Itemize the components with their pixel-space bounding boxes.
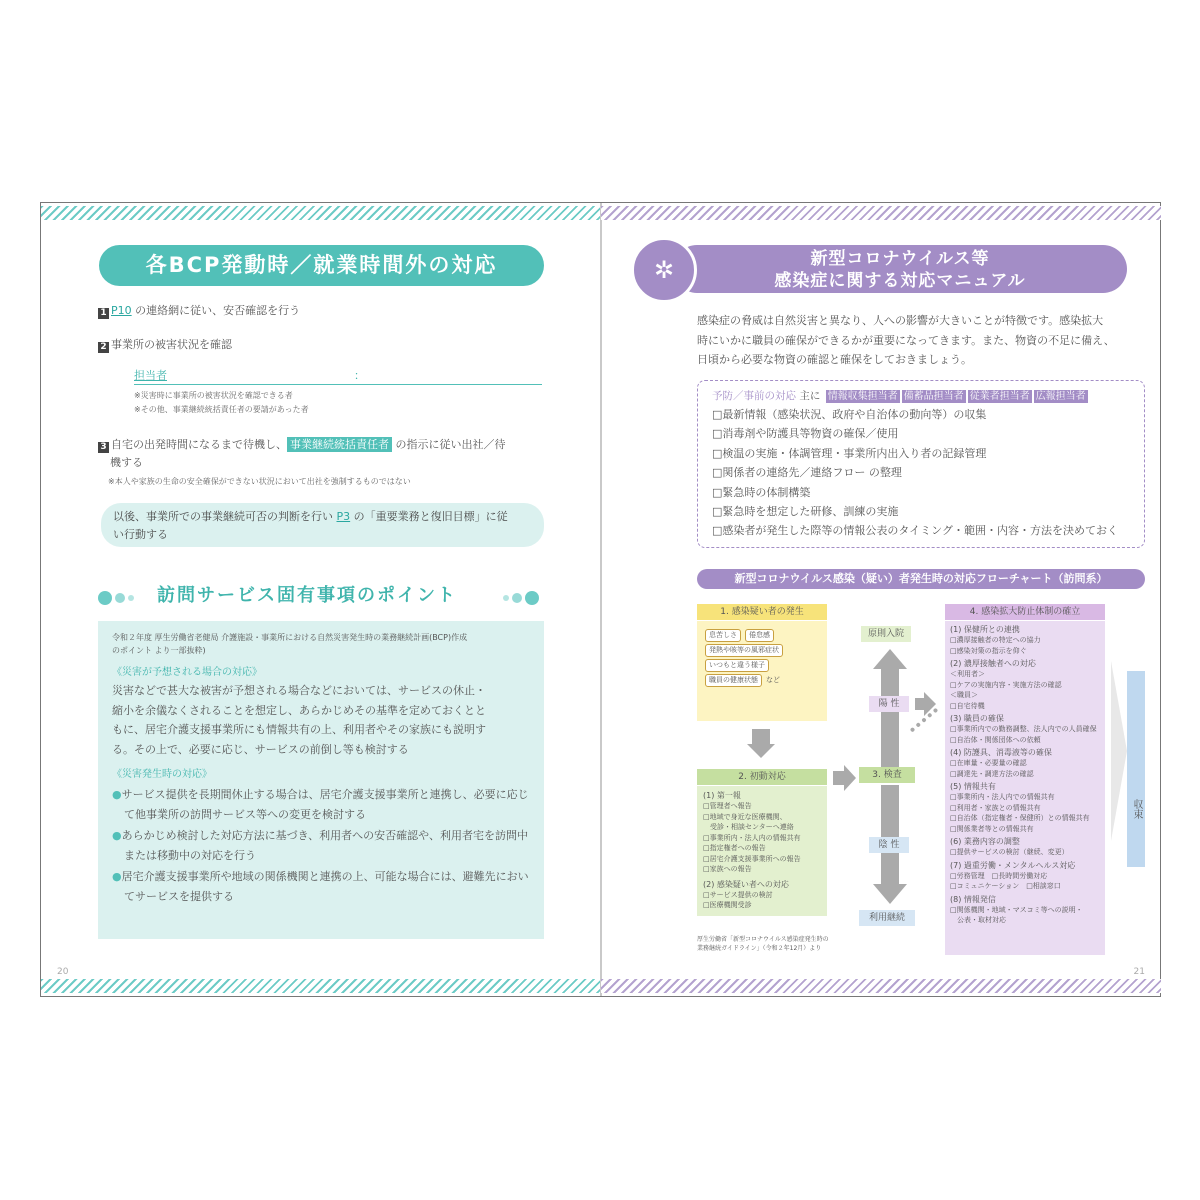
convergence-label: 収束: [1127, 671, 1145, 867]
role-tag: 情報収集担当者: [827, 391, 898, 402]
booklet-spread: [40, 202, 1161, 997]
next-action-pill: 以後、事業所での事業継続可否の判断を行い P3 の「重要業務と復旧目標」に従 い行動する: [101, 503, 544, 547]
dot-icon: [503, 595, 509, 601]
flowchart-title: 新型コロナウイルス感染（疑い）者発生時の対応フローチャート（訪問系）: [697, 569, 1145, 589]
checklist-item: □関係者の連絡先／連絡フロー の整理: [712, 466, 902, 480]
checklist-item: □緊急時を想定した研修、訓練の実施: [712, 505, 899, 519]
checklist-item: □感染者が発生した際等の情報公表のタイミング・範囲・内容・方法を決めておく: [712, 524, 1118, 538]
test-label: 3. 検査: [859, 767, 915, 783]
role-tag: 備蓄品担当者: [903, 391, 964, 402]
note-2: ※その他、事業継続統括責任者の要請があった者: [134, 405, 309, 414]
p3-link[interactable]: P3: [336, 510, 351, 523]
dot-icon: [98, 591, 112, 605]
top-stripe: [41, 206, 600, 220]
right-page: [601, 203, 1161, 996]
step-1-symptoms: 息苦しさ 倦怠感 発熱や咳等の風邪症状 いつもと違う様子 職員の健康状態 など: [697, 621, 827, 721]
page-number: 20: [57, 967, 69, 977]
subheading-expected: 《災害が予想される場合の対応》: [112, 667, 262, 678]
dots-left: [98, 587, 137, 601]
flow-source: 厚生労働省「新型コロナウイルス感染症発生時の 業務継続ガイドライン」（令和２年12月）より: [697, 936, 829, 952]
vertical-connector: [881, 668, 899, 768]
virus-gear-icon: ✲: [631, 237, 697, 303]
dots-right: [503, 587, 542, 601]
note-1: ※災害時に事業所の被害状況を確認できる者: [134, 391, 293, 400]
step-2-header: 2. 初動対応: [697, 769, 827, 785]
continue-use-label: 利用継続: [859, 910, 915, 926]
step-2: 2 事業所の被害状況を確認: [98, 336, 232, 354]
flowchart: [697, 601, 1145, 961]
top-stripe: [601, 206, 1161, 220]
dot-icon: [512, 593, 522, 603]
page-number: 21: [1133, 967, 1145, 977]
arrow-down-icon: [752, 729, 770, 745]
left-page: [41, 203, 600, 996]
step-1-header: 1. 感染疑い者の発生: [697, 604, 827, 620]
chevron-right-icon: [1111, 661, 1127, 841]
manual-title: 新型コロナウイルス等 感染症に関する対応マニュアル: [673, 245, 1127, 293]
negative-label: 陰 性: [869, 837, 909, 853]
dot-icon: [525, 591, 539, 605]
checklist-item: □最新情報（感染状況、政府や自治体の動向等）の収集: [712, 408, 987, 421]
role-tag: 広報担当者: [1035, 391, 1086, 402]
dot-icon: [128, 595, 134, 601]
bullet-item: ● 居宅介護支援事業所や地域の関係機関と連携の上、可能な場合には、避難先においてサービスを提供する: [112, 867, 530, 906]
hospitalization-label: 原則入院: [861, 626, 911, 642]
bottom-stripe: [41, 979, 600, 993]
step-1: 1 P10 の連絡網に従い、安否確認を行う: [98, 302, 300, 320]
page-title: 各BCP発動時／就業時間外の対応: [99, 245, 544, 286]
arrow-down-icon: [873, 884, 907, 904]
step-4-content: (1) 保健所との連携 □濃厚接触者の特定への協力 □感染対策の指示を仰ぐ (2) 濃厚接触者への対応 ＜利用者＞ □ケアの実施内容・実施方法の確認 ＜職員＞ □自宅待機 (3) 職員の確保 □事業所内での勤務調整、法人内での人員確保 □自治体・関係団体への依頼 (4) 防護具、消毒液等の確保 □在庫量・必要量の確認 □調達先・調達方法の確認 (5) 情報共有 □事業所内・法人内での情報共有 □利用者・家族との情報共有 □自治体（指定権者・保健所）との情報共有 □関係業者等との情報共有 (6) 業務内容の調整 □提供サービスの検討（継続、変更） (7) 過重労働・メンタルヘルス対応 □労務管理 □長時間労働対応 □コミュニケーション □相談窓口 (8) 情報発信 □関係機関・地域・マスコミ等への説明・ 公表・取材対応: [945, 621, 1105, 955]
checklist-item: □緊急時の体制構築: [712, 485, 811, 499]
dot-icon: [115, 593, 125, 603]
visit-service-box: 令和２年度 厚生労働省老健局 介護施設・事業所における自然災害発生時の業務継続計画(BCP)作成 のポイント より一部抜粋) 《災害が予想される場合の対応》 災害などで甚大な被害が予想される場合などにおいては、サービスの休止・ 縮小を余儀なくされることを想定し、あらかじめその基準を定めておくとと もに、居宅介護支援事業所にも情報共有の上、利用者やその家族にも説明す る。その上で、必要に応じ、サービスの前倒し等も検討する 《災害発生時の対応》 ● サービス提供を長期間休止する場合は、居宅介護支援事業所と連携し、必要に応じて他事業所の訪問サービス等への変更を検討する ● あらかじめ検討した対応方法に基づき、利用者への安否確認や、利用者宅を訪問中または移動中の対応を行う ● 居宅介護支援事業所や地域の関係機関と連携の上、可能な場合には、避難先においてサービスを提供する: [98, 621, 544, 939]
step-2-content: (1) 第一報 □管理者へ報告 □地域で身近な医療機関、 受診・相談センターへ連絡 □事業所内・法人内の情報共有 □指定権者への報告 □居宅介護支援事業所への報告 □家族への報告 (2) 感染疑い者への対応 □サービス提供の検討 □医療機関受診: [697, 786, 827, 916]
checklist-item: □検温の実施・体調管理・事業所内出入り者の記録管理: [712, 446, 987, 460]
subheading-occurrence: 《災害発生時の対応》: [112, 769, 212, 780]
bullet-item: ● サービス提供を長期間休止する場合は、居宅介護支援事業所と連携し、必要に応じて他事業所の訪問サービス等への変更を検討する: [112, 785, 530, 824]
arrow-head-icon: [747, 744, 775, 758]
responsible-field: 担当者 ：: [134, 368, 542, 385]
step-3: 3 自宅の出発時間になるまで待機し、 事業継続統括責任者 の指示に従い出社／待 機する: [98, 436, 548, 472]
bullet-item: ● あらかじめ検討した対応方法に基づき、利用者への安否確認や、利用者宅を訪問中または移動中の対応を行う: [112, 826, 530, 865]
section-title: 訪問サービス固有事項のポイント: [157, 585, 457, 606]
step-4-header: 4. 感染拡大防止体制の確立: [945, 604, 1105, 620]
prevention-box: 予防／事前の対応 主に 情報収集担当者 備蓄品担当者 従業者担当者 広報担当者 □最新情報（感染状況、政府や自治体の動向等）の収集 □消毒剤や防護具等物資の確保／使用 □検温の実施・体調管理・事業所内出入り者の記録管理 □関係者の連絡先／連絡フロー の整理 □緊急時の体制構築 □緊急時を想定した研修、訓練の実施 □感染者が発生した際等の情報公表のタイミング・範囲・内容・方法を決めておく: [697, 380, 1145, 548]
arrow-head-icon: [844, 765, 856, 791]
step-3-note: ※本人や家族の生命の安全確保ができない状況において出社を強制するものではない: [108, 477, 411, 486]
p10-link[interactable]: P10: [111, 304, 132, 317]
vertical-connector: [881, 785, 899, 885]
bottom-stripe: [601, 979, 1161, 993]
arrow-up-icon: [873, 649, 907, 669]
checklist-item: □消毒剤や防護具等物資の確保／使用: [712, 427, 899, 441]
intro-text: 感染症の脅威は自然災害と異なり、人への影響が大きいことが特徴です。感染拡大 時にいかに職員の確保ができるかが重要になってきます。また、物資の不足に備え、 日頃から必要な物資の確認と確保をしておきましょう。: [697, 314, 1115, 366]
role-tag: 従業者担当者: [969, 391, 1030, 402]
positive-label: 陽 性: [869, 696, 909, 712]
